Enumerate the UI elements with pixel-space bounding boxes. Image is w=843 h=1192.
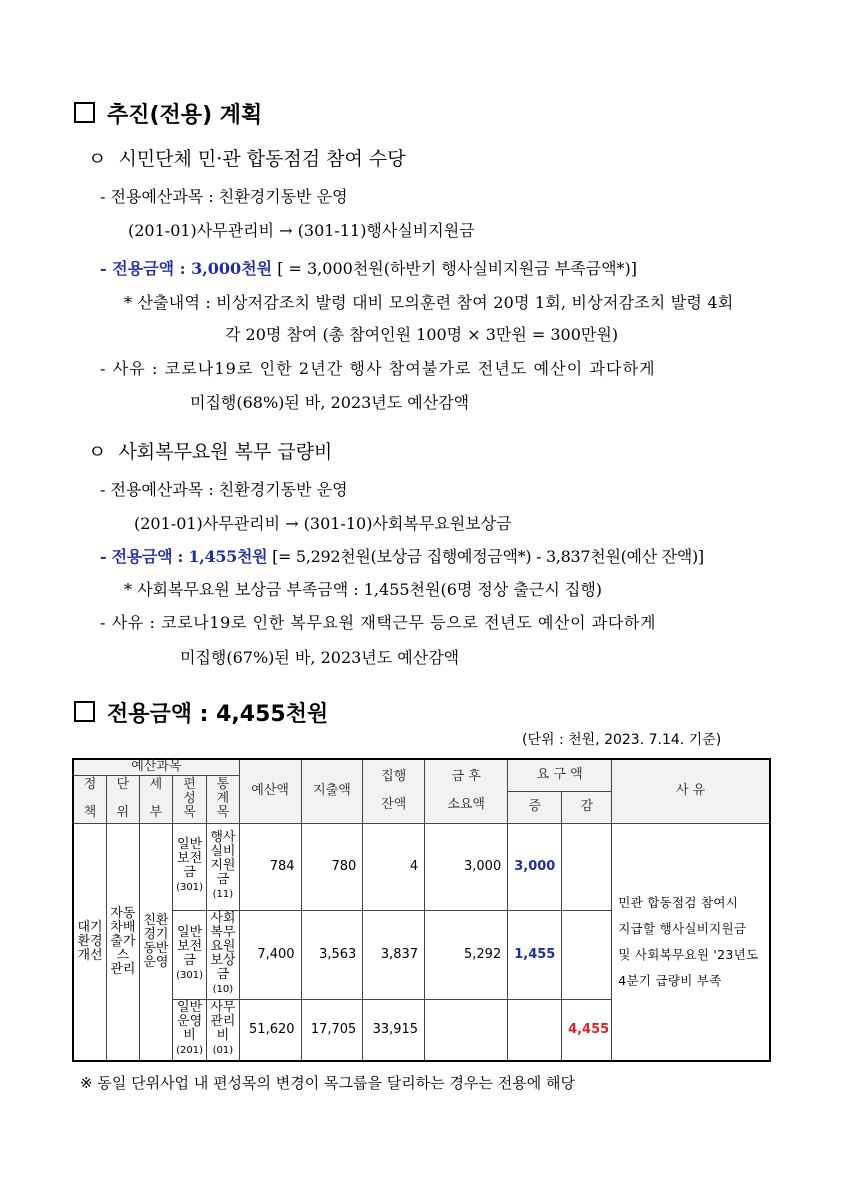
budget-value: 7,400 bbox=[239, 910, 301, 999]
increase-value bbox=[508, 999, 562, 1061]
item1-calc-line2: 각 20명 참여 (총 참여인원 100명 × 3만원 = 300만원) bbox=[225, 325, 619, 344]
increase-value: 3,000 bbox=[508, 823, 562, 910]
budget-value: 784 bbox=[239, 823, 301, 910]
policy-cell: 대기 환경 개선 bbox=[73, 823, 107, 1061]
remain-value: 3,837 bbox=[363, 910, 425, 999]
section-title-plan: 추진(전용) 계획 bbox=[74, 98, 262, 129]
item2-amount-label: 전용금액 : 1,455천원 bbox=[111, 547, 268, 566]
remain-value: 33,915 bbox=[363, 999, 425, 1061]
header-decrease: 감 bbox=[562, 791, 612, 823]
pyeon-cell: 일반 운영 비 (201) bbox=[173, 999, 207, 1061]
item2-reason-line1: - 사유 : 코로나19로 인한 복무요원 재택근무 등으로 전년도 예산이 과다하게 bbox=[100, 613, 657, 632]
tong-cell: 사회 복무 요원 보상 금 (10) bbox=[207, 910, 240, 999]
header-remain: 집행 잔액 bbox=[363, 759, 425, 823]
item1-budget-line2: (201-01)사무관리비 → (301-11)행사실비지원금 bbox=[128, 221, 475, 240]
header-expense: 지출액 bbox=[301, 759, 363, 823]
item2-budget-line2: (201-01)사무관리비 → (301-10)사회복무요원보상금 bbox=[134, 514, 512, 533]
header-budget: 예산액 bbox=[239, 759, 301, 823]
decrease-value bbox=[562, 910, 612, 999]
checkbox-square-icon bbox=[74, 701, 95, 722]
expense-value: 3,563 bbox=[301, 910, 363, 999]
after-value bbox=[425, 999, 508, 1061]
header-pyeonseongmok: 편 성 목 bbox=[173, 775, 207, 823]
item2-reason-line2: 미집행(67%)된 바, 2023년도 예산감액 bbox=[180, 648, 460, 667]
header-increase: 증 bbox=[508, 791, 562, 823]
item1-reason-line2: 미집행(68%)된 바, 2023년도 예산감액 bbox=[190, 393, 470, 412]
reason-cell: 민관 합동점검 참여시 지급할 행사실비지원금 및 사회복무요원 '23년도 4분기 급량비 부족 bbox=[612, 823, 770, 1061]
after-value: 5,292 bbox=[425, 910, 508, 999]
item2-heading: ㅇ 사회복무요원 복무 급량비 bbox=[88, 441, 333, 463]
header-reason: 사 유 bbox=[612, 759, 770, 823]
section-title-amount: 전용금액 : 4,455천원 bbox=[74, 697, 328, 728]
pyeon-cell: 일반 보전 금 (301) bbox=[173, 910, 207, 999]
item1-reason-line1: - 사유 : 코로나19로 인한 2년간 행사 참여불가로 전년도 예산이 과다하게 bbox=[100, 359, 656, 378]
budget-table bbox=[72, 758, 771, 1062]
tong-cell: 행사 실비 지원 금 (11) bbox=[207, 823, 240, 910]
header-danwi: 단 위 bbox=[107, 775, 140, 823]
item2-note-line: * 사회복무요원 보상금 부족금액 : 1,455천원(6명 정상 출근시 집행) bbox=[124, 580, 603, 599]
item1-budget-line1: - 전용예산과목 : 친환경기동반 운영 bbox=[100, 187, 348, 206]
table-row bbox=[73, 823, 770, 910]
detail-cell: 친환 경기 동반 운영 bbox=[139, 823, 173, 1061]
after-value: 3,000 bbox=[425, 823, 508, 910]
unit-cell: 자동 차배 출가 스 관리 bbox=[107, 823, 140, 1061]
expense-value: 780 bbox=[301, 823, 363, 910]
item2-budget-line1: - 전용예산과목 : 친환경기동반 운영 bbox=[100, 480, 348, 499]
unit-note: (단위 : 천원, 2023. 7.14. 기준) bbox=[522, 732, 722, 748]
item1-calc-line1: * 산출내역 : 비상저감조치 발령 대비 모의훈련 참여 20명 1회, 비상저감조치 발령 4회 bbox=[124, 293, 734, 312]
increase-value: 1,455 bbox=[508, 910, 562, 999]
header-jeongchaek: 정 책 bbox=[73, 775, 107, 823]
remain-value: 4 bbox=[363, 823, 425, 910]
header-after: 금 후 소요액 bbox=[425, 759, 508, 823]
decrease-value bbox=[562, 823, 612, 910]
header-request: 요 구 액 bbox=[508, 759, 612, 791]
footnote: ※ 동일 단위사업 내 편성목의 변경이 목그룹을 달리하는 경우는 전용에 해당 bbox=[80, 1074, 575, 1092]
decrease-value: 4,455 bbox=[562, 999, 612, 1061]
item2-amount-line: - 전용금액 : 1,455천원 [= 5,292천원(보상금 집행예정금액*) - 3,837천원(예산 잔액)] bbox=[100, 547, 704, 566]
item1-amount-label: 전용금액 : 3,000천원 bbox=[112, 259, 273, 278]
item1-amount-line: - 전용금액 : 3,000천원 [ = 3,000천원(하반기 행사실비지원금 부족금액*)] bbox=[100, 259, 638, 278]
expense-value: 17,705 bbox=[301, 999, 363, 1061]
checkbox-square-icon bbox=[74, 102, 95, 123]
budget-value: 51,620 bbox=[239, 999, 301, 1061]
header-sebu: 세 부 bbox=[139, 775, 173, 823]
pyeon-cell: 일반 보전 금 (301) bbox=[173, 823, 207, 910]
header-tonggyemok: 통 계 목 bbox=[207, 775, 240, 823]
header-budget-subject: 예산과목 bbox=[73, 759, 239, 775]
item1-heading: ㅇ 시민단체 민·관 합동점검 참여 수당 bbox=[88, 148, 406, 170]
tong-cell: 사무 관리 비 (01) bbox=[207, 999, 240, 1061]
